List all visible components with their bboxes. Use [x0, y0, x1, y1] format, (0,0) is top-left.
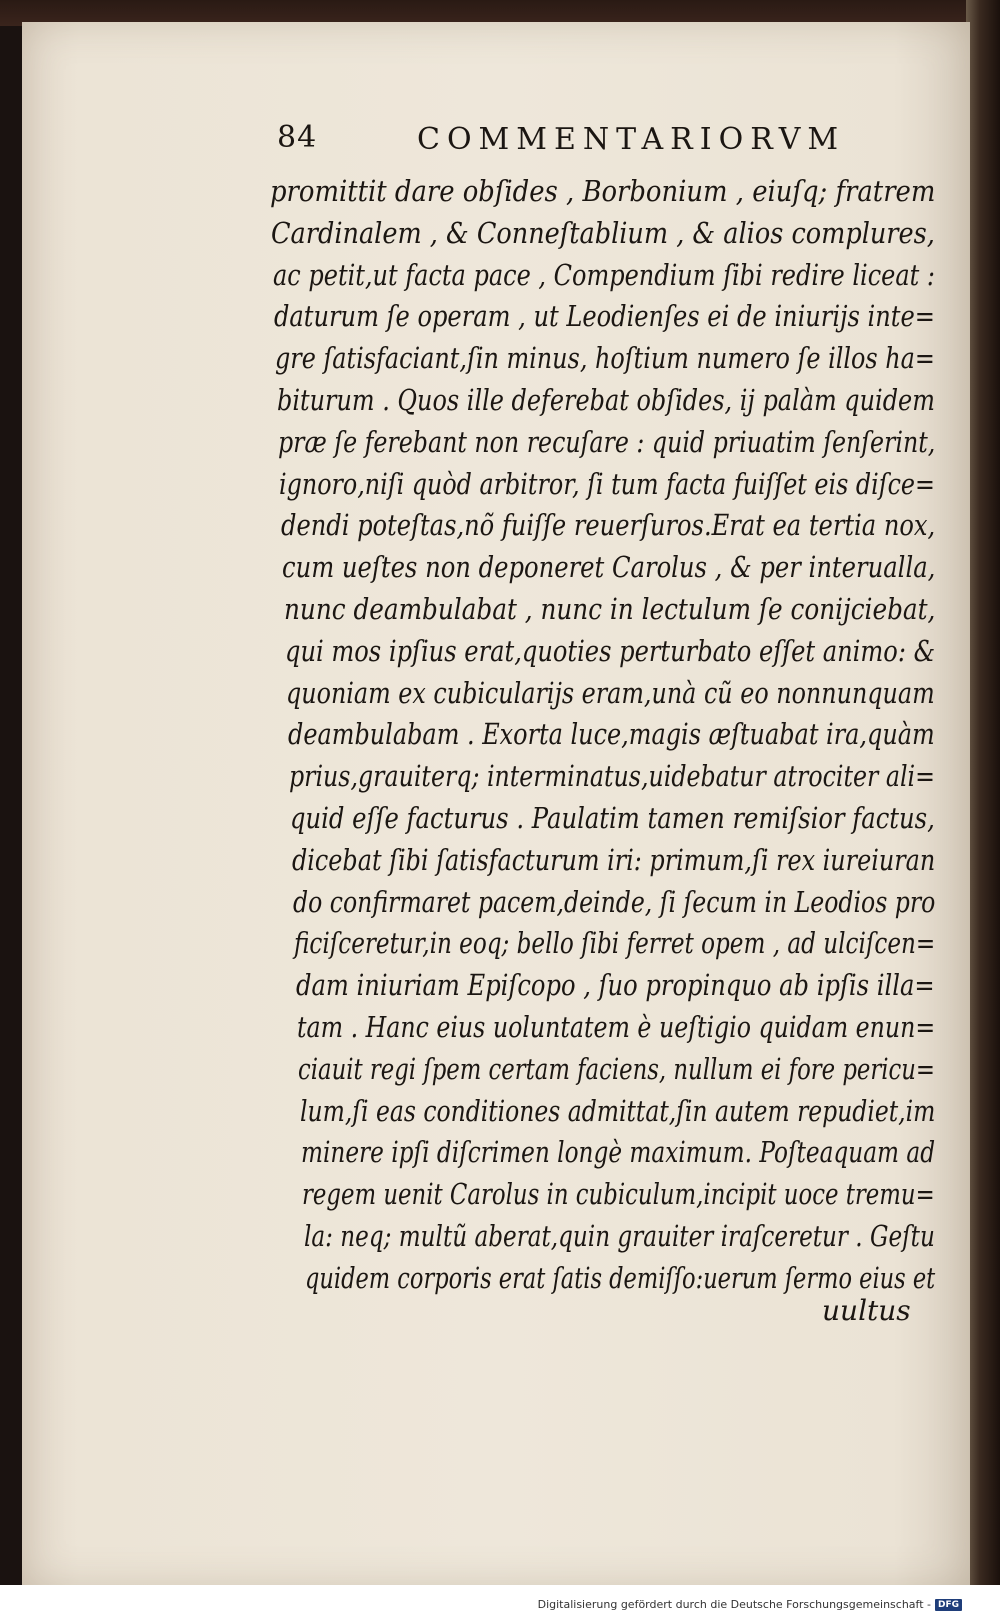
- page-number: 84: [277, 120, 318, 155]
- book-edge-right: [966, 0, 1000, 1619]
- text-line: nunc deambulabat , nunc in lectulum ſe conijciebat,: [284, 592, 936, 626]
- text-line: quoniam ex cubicularijs eram,unà cũ eo nonnunquam: [286, 675, 935, 710]
- text-line: minere ipſi diſcrimen longè maximum. Poſteaquam ad: [301, 1135, 936, 1170]
- text-line: ac petit,ut facta pace , Compendium ſibi redire liceat :: [273, 257, 936, 292]
- running-head: COMMENTARIORVM: [417, 122, 846, 157]
- text-line: dendi poteſtas,nõ fuiſſe reuerſuros.Erat ea tertia nox,: [281, 508, 936, 543]
- text-line: gre ſatisfaciant,ſin minus, hoſtium numero ſe illos ha=: [275, 341, 935, 376]
- text-line: do confirmaret pacem,deinde, ſi ſecum in Leodios pro: [293, 884, 936, 919]
- text-line: ciauit regi ſpem certam faciens, nullum ei fore pericu=: [298, 1051, 935, 1086]
- text-line: Cardinalem , & Conneſtablium , & alios complures,: [271, 215, 935, 250]
- text-line: præ ſe ferebant non recuſare : quid priuatim ſenſerint,: [278, 424, 936, 459]
- text-line: quid eſſe facturus . Paulatim tamen remiſsior factus,: [290, 801, 935, 835]
- text-line: ignoro,niſi quòd arbitror, ſi tum facta fuiſſet eis diſce=: [279, 466, 935, 501]
- text-line: regem uenit Carolus in cubiculum,incipit uoce tremu=: [302, 1177, 935, 1212]
- text-line: daturum ſe operam , ut Leodienſes ei de iniurijs inte=: [274, 299, 935, 334]
- dfg-logo: DFG: [935, 1599, 962, 1611]
- catchword: uultus: [822, 1294, 911, 1327]
- text-line: tam . Hanc eius uoluntatem è ueſtigio quidam enun=: [297, 1010, 936, 1044]
- text-line: deambulabam . Exorta luce,magis æſtuabat ira,quàm: [288, 717, 935, 752]
- text-line: quidem corporis erat ſatis demiſſo:uerum ſermo eius et: [305, 1260, 936, 1295]
- text-line: dam iniuriam Epiſcopo , ſuo propinquo ab ipſis illa=: [296, 968, 935, 1003]
- book-page: [22, 22, 970, 1588]
- text-line: cum ueſtes non deponeret Carolus , & per interualla,: [282, 550, 936, 585]
- text-line: dicebat ſibi ſatisfacturum iri: primum,ſi rex iureiuran: [292, 842, 936, 877]
- text-line: promittit dare obſides , Borbonium , eiuſq; fratrem: [270, 174, 936, 208]
- text-line: la: neq; multũ aberat,quin grauiter iraſceretur . Geſtu: [304, 1219, 935, 1253]
- credit-text: Digitalisierung gefördert durch die Deutsche Forschungsgemeinschaft -: [537, 1598, 931, 1611]
- text-line: ficiſceretur,in eoq; bello ſibi ferret opem , ad ulciſcen=: [294, 926, 936, 961]
- text-line: lum,ſi eas conditiones admittat,ſin autem repudiet,im: [300, 1093, 936, 1128]
- text-line: qui mos ipſius erat,quoties perturbato eſſet animo: &: [285, 633, 936, 668]
- text-line: prius,grauiterq; interminatus,uidebatur atrociter ali=: [289, 759, 935, 794]
- footer-strip: [0, 1585, 1000, 1619]
- digitization-credit: [538, 1598, 962, 1611]
- text-line: biturum . Quos ille deferebat obſides, ij palàm quidem: [277, 383, 935, 417]
- page-header: [277, 120, 887, 160]
